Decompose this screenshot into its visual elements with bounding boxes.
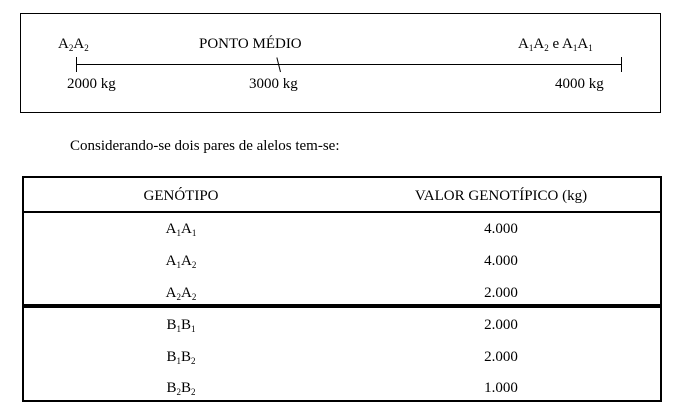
intro-text: Considerando-se dois pares de alelos tem-se:	[70, 138, 340, 154]
scale-box	[20, 13, 661, 113]
genotype-cell: $B_2B_2$	[166, 380, 196, 397]
header-genotype: GENÓTIPO	[143, 188, 219, 204]
scale-left-value: 2000 kg	[67, 76, 116, 92]
group-divider	[24, 304, 660, 308]
value-cell: 2.000	[484, 285, 518, 301]
header-genotypic-value: VALOR GENOTÍPICO (kg)	[414, 188, 588, 204]
scale-right-genotypes: $A_1A_2$ e $A_1A_1$	[518, 36, 593, 53]
value-cell: 4.000	[484, 221, 518, 237]
scale-line	[76, 64, 622, 65]
value-cell: 4.000	[484, 253, 518, 269]
genotype-cell: $A_1A_2$	[165, 253, 197, 270]
value-cell: 2.000	[484, 349, 518, 365]
value-cell: 1.000	[484, 380, 518, 396]
genotype-table	[22, 176, 662, 402]
header-divider	[24, 211, 660, 213]
scale-mid-value: 3000 kg	[249, 76, 298, 92]
scale-midpoint-label: PONTO MÉDIO	[199, 36, 302, 52]
scale-tick-left	[76, 57, 77, 72]
genotype-cell: $B_1B_1$	[166, 317, 196, 334]
scale-tick-right	[621, 57, 622, 72]
genotype-cell: $A_2A_2$	[165, 285, 197, 302]
genotype-cell: $B_1B_2$	[166, 349, 196, 366]
scale-right-value: 4000 kg	[555, 76, 604, 92]
scale-left-genotype: $A_2A_2$	[58, 36, 89, 53]
value-cell: 2.000	[484, 317, 518, 333]
genotype-cell: $A_1A_1$	[165, 221, 197, 238]
